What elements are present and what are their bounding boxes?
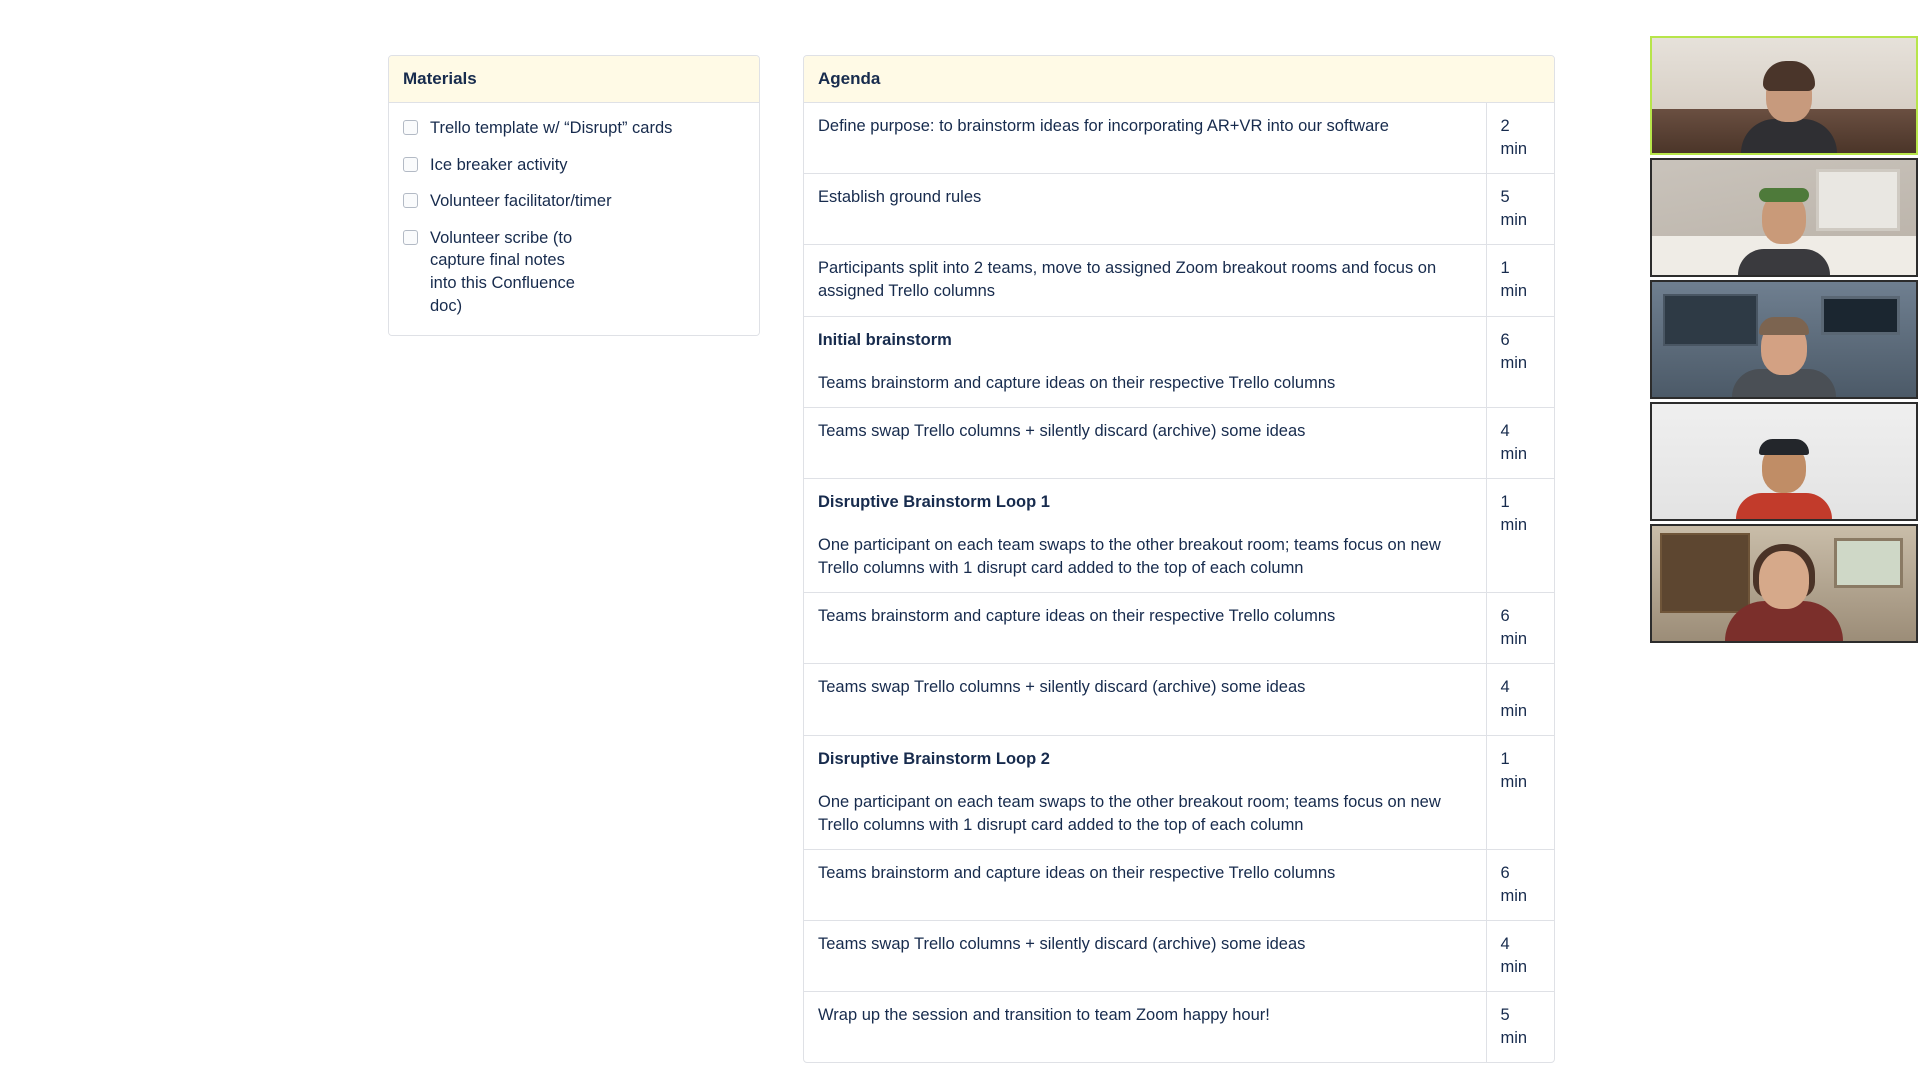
agenda-item-duration: 5 min [1500, 1006, 1528, 1048]
participant-tile-3[interactable] [1650, 280, 1918, 399]
tile-shelf [1663, 294, 1758, 347]
checkbox-icon[interactable] [403, 120, 418, 135]
list-item-label: Trello template w/ “Disrupt” cards [430, 119, 673, 137]
agenda-item-title: Disruptive Brainstorm Loop 2 [818, 749, 1050, 768]
materials-title: Materials [389, 56, 759, 103]
table-row [804, 478, 1554, 592]
participant-torso [1738, 249, 1830, 275]
table-row [804, 407, 1554, 478]
participant-hair [1759, 317, 1809, 335]
agenda-table [804, 103, 1554, 1062]
agenda-item-title: Disruptive Brainstorm Loop 1 [818, 492, 1050, 511]
agenda-item-duration: 6 min [1486, 316, 1554, 407]
tile-window [1816, 169, 1900, 231]
participant-cap [1759, 439, 1809, 455]
participant-face [1759, 551, 1809, 609]
table-row [804, 992, 1554, 1063]
agenda-item-duration: 5 min [1486, 174, 1554, 245]
tile-window [1834, 538, 1903, 589]
participant-headband [1759, 188, 1809, 202]
participant-tile-2[interactable] [1650, 158, 1918, 277]
agenda-item-text: Wrap up the session and transition to team Zoom happy hour! [804, 992, 1486, 1063]
checkbox-icon[interactable] [403, 157, 418, 172]
list-item-label: Volunteer scribe (to capture final notes into this Confluence doc) [430, 228, 575, 315]
table-row [804, 593, 1554, 664]
participant-tile-4[interactable] [1650, 402, 1918, 521]
agenda-item-duration: 6 min [1486, 849, 1554, 920]
agenda-item-cell [804, 316, 1486, 407]
agenda-item-duration: 1 min [1486, 478, 1554, 592]
agenda-item-duration: 4 min [1486, 921, 1554, 992]
table-row [804, 849, 1554, 920]
table-row [804, 664, 1554, 735]
agenda-item-text: Teams brainstorm and capture ideas on their respective Trello columns [804, 849, 1486, 920]
participant-torso [1736, 493, 1832, 519]
agenda-item-text: Teams swap Trello columns + silently discard (archive) some ideas [804, 921, 1486, 992]
list-item[interactable] [403, 190, 747, 213]
tile-cabinet [1660, 533, 1750, 614]
agenda-item-text: Teams brainstorm and capture ideas on their respective Trello columns [818, 373, 1336, 392]
agenda-item-duration: 4 min [1486, 664, 1554, 735]
tile-monitor [1821, 296, 1900, 335]
list-item[interactable] [403, 154, 747, 177]
agenda-item-title: Initial brainstorm [818, 330, 952, 349]
agenda-item-duration: 4 min [1486, 407, 1554, 478]
materials-checklist [389, 103, 759, 335]
agenda-item-duration: 1 min [1486, 735, 1554, 849]
table-row [804, 316, 1554, 407]
agenda-item-text: Participants split into 2 teams, move to assigned Zoom breakout rooms and focus on assigned Trello columns [804, 245, 1486, 316]
table-row [804, 174, 1554, 245]
table-row [804, 921, 1554, 992]
checkbox-icon[interactable] [403, 193, 418, 208]
agenda-item-text: Establish ground rules [804, 174, 1486, 245]
agenda-item-text: Teams brainstorm and capture ideas on their respective Trello columns [804, 593, 1486, 664]
agenda-title: Agenda [804, 56, 1554, 103]
agenda-item-text: Teams swap Trello columns + silently discard (archive) some ideas [804, 407, 1486, 478]
agenda-item-cell [804, 478, 1486, 592]
table-row [804, 245, 1554, 316]
participant-tile-5[interactable] [1650, 524, 1918, 643]
agenda-item-text: Define purpose: to brainstorm ideas for incorporating AR+VR into our software [804, 103, 1486, 174]
agenda-item-cell [804, 735, 1486, 849]
list-item-label: Ice breaker activity [430, 155, 568, 174]
materials-panel [388, 55, 760, 336]
participant-tile-1[interactable] [1650, 36, 1918, 155]
table-row [804, 103, 1554, 174]
agenda-item-text: Teams swap Trello columns + silently discard (archive) some ideas [804, 664, 1486, 735]
agenda-item-text: One participant on each team swaps to the other breakout room; teams focus on new Trello columns with 1 disrupt card added to the top of each column [818, 536, 1441, 578]
table-row [804, 735, 1554, 849]
list-item[interactable] [403, 117, 747, 140]
checkbox-icon[interactable] [403, 230, 418, 245]
video-roster [1650, 36, 1920, 646]
agenda-item-duration: 6 min [1486, 593, 1554, 664]
agenda-item-text: One participant on each team swaps to the other breakout room; teams focus on new Trello columns with 1 disrupt card added to the top of each column [818, 792, 1441, 834]
agenda-item-duration: 1 min [1486, 245, 1554, 316]
agenda-item-duration: 2 min [1486, 103, 1554, 174]
list-item-label: Volunteer facilitator/timer [430, 192, 612, 211]
agenda-panel [803, 55, 1555, 1063]
list-item[interactable] [403, 227, 747, 317]
